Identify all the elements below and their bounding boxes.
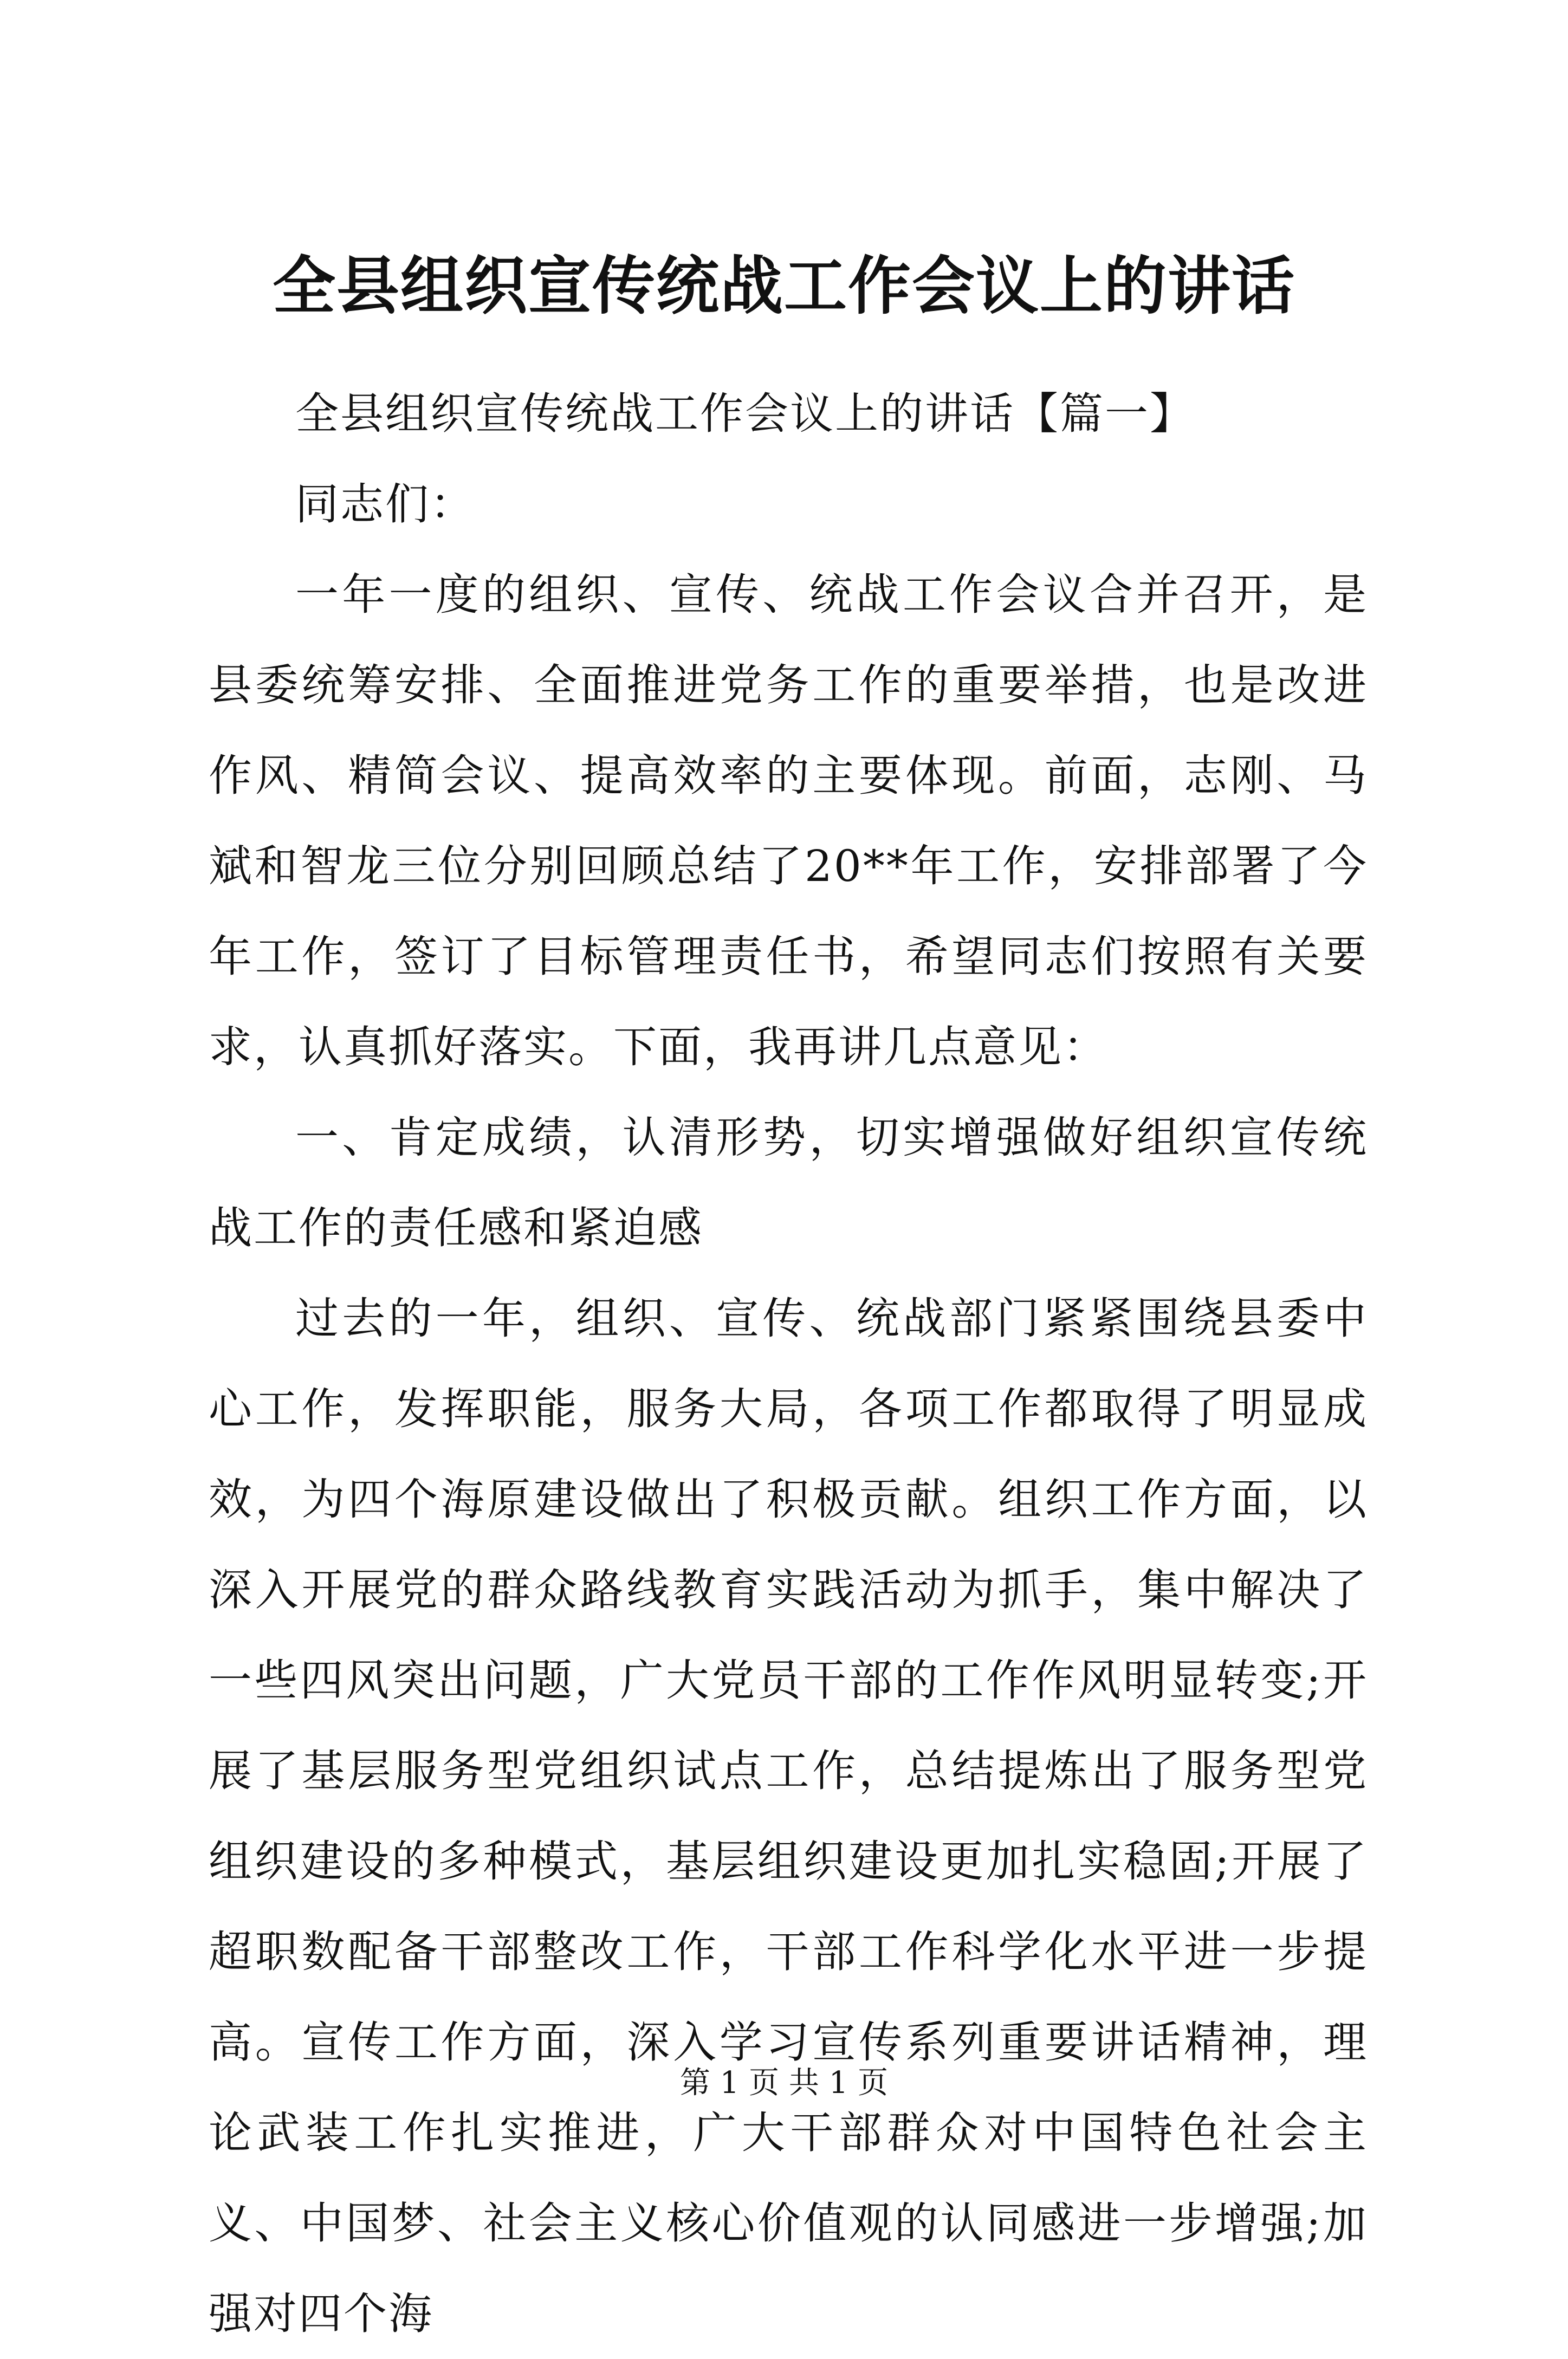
document-body xyxy=(209,368,1368,2359)
page-footer: 第 1 页 共 1 页 xyxy=(679,2065,889,2101)
document-title: 全县组织宣传统战工作会议上的讲话 xyxy=(273,249,1295,323)
section-heading: 全县组织宣传统战工作会议上的讲话【篇一】 xyxy=(295,388,1195,439)
paragraph-point-one: 一、肯定成绩，认清形势，切实增强做好组织宣传统战工作的责任感和紧迫感 xyxy=(209,1112,1368,1253)
paragraph-achievements: 过去的一年，组织、宣传、统战部门紧紧围绕县委中心工作，发挥职能，服务大局，各项工作都取得了明显成效，为四个海原建设做出了积极贡献。组织工作方面，以深入开展党的群众路线教育实践活动为抓手，集中解决了一些四风突出问题，广大党员干部的工作作风明显转变;开展了基层服务型党组织试点工作，总结提炼出了服务型党组织建设的多种模式，基层组织建设更加扎实稳固;开展了超职数配备干部整改工作，干部工作科学化水平进一步提高。宣传工作方面，深入学习宣传系列重要讲话精神，理论武装工作扎实推进，广大干部群众对中国特色社会主义、中国梦、社会主义核心价值观的认同感进一步增强;加强对四个海 xyxy=(209,1293,1368,2339)
paragraph-intro: 一年一度的组织、宣传、统战工作会议合并召开，是县委统筹安排、全面推进党务工作的重要举措，也是改进作风、精简会议、提高效率的主要体现。前面，志刚、马斌和智龙三位分别回顾总结了20**年工作，安排部署了今年工作，签订了目标管理责任书，希望同志们按照有关要求，认真抓好落实。下面，我再讲几点意见： xyxy=(209,569,1368,1072)
salutation: 同志们： xyxy=(295,479,475,529)
